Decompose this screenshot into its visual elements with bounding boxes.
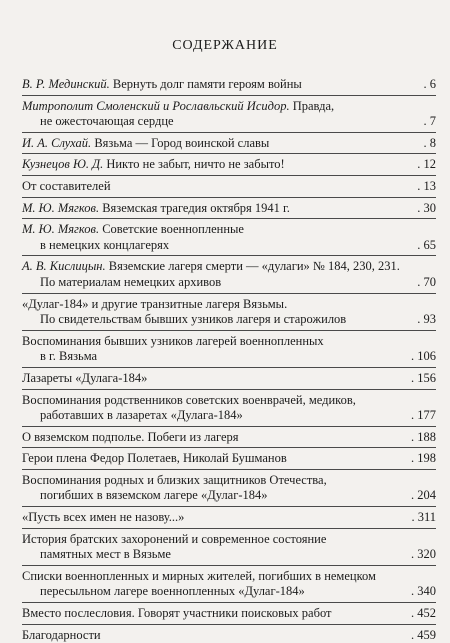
toc-entry-text: в г. Вязьма	[40, 349, 98, 364]
toc-entry	[22, 222, 436, 253]
toc-entry-page-number: . 93	[414, 312, 436, 328]
divider	[22, 528, 436, 529]
toc-entry-line	[22, 393, 436, 409]
toc-entry-line	[22, 275, 436, 291]
toc-entry-line	[22, 606, 436, 622]
divider	[22, 426, 436, 427]
toc-entry-author: И. А. Слухай.	[22, 135, 92, 150]
toc-entry-page-number: . 198	[408, 451, 436, 467]
toc-entry-text: памятных мест в Вязьме	[40, 547, 171, 562]
toc-entry-text: О вяземском подполье. Побеги из лагеря	[22, 429, 239, 444]
divider	[22, 293, 436, 294]
toc-entry-text: Герои плена Федор Полетаев, Николай Бушманов	[22, 451, 287, 466]
toc-entry-text: От составителей	[22, 178, 111, 193]
divider	[22, 175, 436, 176]
toc-entry-line	[22, 114, 436, 130]
toc-entry-author: Митрополит Смоленский и Рославльский Исидор.	[22, 98, 290, 113]
toc-entry-page-number: . 106	[408, 349, 436, 365]
divider	[22, 197, 436, 198]
toc-entry	[22, 334, 436, 365]
divider	[22, 506, 436, 507]
toc-entry-page-number: . 459	[408, 628, 436, 643]
toc-entry	[22, 569, 436, 600]
toc-entry-page-number: . 13	[414, 179, 436, 195]
toc-entry-text: работавших в лазаретах «Дулага-184»	[40, 408, 243, 423]
divider	[22, 469, 436, 470]
toc-entry-page-number: . 8	[421, 136, 437, 152]
toc-entry-text: Вместо послесловия. Говорят участники поисковых работ	[22, 606, 332, 621]
toc-entry-text: Никто не забыт, ничто не забыто!	[103, 157, 285, 172]
toc-entry-text: не ожесточающая сердце	[40, 114, 174, 129]
toc-entry-line	[22, 547, 436, 563]
divider	[22, 602, 436, 603]
toc-entry-line	[22, 259, 436, 275]
toc-entry-page-number: . 70	[414, 275, 436, 291]
toc-entry-text: пересыльном лагере военнопленных «Дулаг-184»	[40, 584, 305, 599]
toc-entry-page-number: . 65	[414, 238, 436, 254]
toc-entry	[22, 201, 436, 217]
toc-entry-line	[22, 408, 436, 424]
toc-entry-line	[22, 238, 436, 254]
toc-entry	[22, 510, 436, 526]
toc-entry	[22, 606, 436, 622]
toc-entry	[22, 473, 436, 504]
toc-entry-author: А. В. Кислицын.	[22, 259, 106, 274]
toc-entry-text: Списки военнопленных и мирных жителей, погибших в немецком	[22, 568, 376, 583]
toc-entry	[22, 157, 436, 173]
toc-entry-page-number: . 156	[408, 371, 436, 387]
toc-entry	[22, 430, 436, 446]
toc-entry-line	[22, 99, 436, 115]
toc-entry-line	[22, 334, 436, 350]
divider	[22, 153, 436, 154]
toc-entry-text: История братских захоронений и современное состояние	[22, 531, 327, 546]
toc-entry	[22, 451, 436, 467]
divider	[22, 367, 436, 368]
toc-entry-text: Советские военнопленные	[99, 222, 244, 237]
toc-entry	[22, 179, 436, 195]
toc-entry-text: «Пусть всех имен не назову...»	[22, 510, 185, 525]
toc-entry-page-number: . 12	[414, 157, 436, 173]
toc-entry-line	[22, 584, 436, 600]
toc-entry-page-number: . 188	[408, 430, 436, 446]
toc-entry	[22, 297, 436, 328]
toc-entry-text: погибших в вяземском лагере «Дулаг-184»	[40, 488, 268, 503]
toc-entry-text: «Дулаг-184» и другие транзитные лагеря Вязьмы.	[22, 296, 288, 311]
divider	[22, 565, 436, 566]
toc-entry-text: Вязьма — Город воинской славы	[91, 135, 270, 150]
toc-entry-line	[22, 371, 436, 387]
toc-entry-text: Воспоминания родственников советских военврачей, медиков,	[22, 392, 356, 407]
toc-entry-line	[22, 179, 436, 195]
toc-entry-text: Воспоминания бывших узников лагерей военнопленных	[22, 333, 324, 348]
toc-entry-page-number: . 7	[421, 114, 437, 130]
divider	[22, 95, 436, 96]
toc-entry-page-number: . 340	[408, 584, 436, 600]
toc-entry-text: Воспоминания родных и близких защитников Отечества,	[22, 472, 327, 487]
toc-entry-line	[22, 201, 436, 217]
toc-entry-author: В. Р. Мединский.	[22, 77, 110, 91]
toc-entry-page-number: . 30	[414, 201, 436, 217]
toc-entry-line	[22, 136, 436, 152]
divider	[22, 255, 436, 256]
toc-entry-page-number: . 320	[408, 547, 436, 563]
toc-entry	[22, 371, 436, 387]
table-of-contents	[22, 77, 436, 643]
divider	[22, 330, 436, 331]
toc-entry-line	[22, 312, 436, 328]
toc-entry-line	[22, 451, 436, 467]
toc-entry-line	[22, 77, 436, 93]
toc-entry-text: Вернуть долг памяти героям войны	[109, 77, 302, 91]
divider	[22, 447, 436, 448]
toc-entry-page-number: . 311	[408, 510, 436, 526]
toc-entry-text: Вяземская трагедия октября 1941 г.	[99, 200, 290, 215]
toc-entry	[22, 77, 436, 93]
toc-entry-line	[22, 297, 436, 313]
toc-entry-line	[22, 532, 436, 548]
divider	[22, 389, 436, 390]
toc-entry-line	[22, 349, 436, 365]
toc-entry-line	[22, 222, 436, 238]
toc-entry-page-number: . 452	[408, 606, 436, 622]
toc-entry-line	[22, 157, 436, 173]
toc-entry-text: в немецких концлагерях	[40, 237, 170, 252]
toc-entry-text: Вяземские лагеря смерти — «дулаги» № 184, 230, 231.	[105, 259, 400, 274]
toc-entry-line	[22, 488, 436, 504]
toc-entry	[22, 259, 436, 290]
page-title: СОДЕРЖАНИЕ	[172, 38, 278, 53]
toc-entry-text: По материалам немецких архивов	[40, 274, 222, 289]
toc-entry-line	[22, 569, 436, 585]
toc-entry-text: По свидетельствам бывших узников лагеря и старожилов	[40, 312, 347, 327]
divider	[22, 132, 436, 133]
toc-entry-line	[22, 510, 436, 526]
toc-entry	[22, 99, 436, 130]
toc-entry-author: М. Ю. Мягков.	[22, 200, 100, 215]
toc-entry	[22, 532, 436, 563]
toc-entry-text: Правда,	[289, 98, 335, 113]
toc-entry	[22, 628, 436, 643]
toc-entry-page-number: . 204	[408, 488, 436, 504]
toc-entry-line	[22, 473, 436, 489]
toc-entry-author: М. Ю. Мягков.	[22, 222, 100, 237]
toc-entry-page-number: . 6	[421, 77, 437, 93]
divider	[22, 624, 436, 625]
toc-entry-page-number: . 177	[408, 408, 436, 424]
toc-entry-author: Кузнецов Ю. Д.	[22, 157, 104, 172]
toc-entry-text: Лазареты «Дулага-184»	[22, 370, 148, 385]
toc-entry	[22, 136, 436, 152]
toc-entry	[22, 393, 436, 424]
divider	[22, 218, 436, 219]
toc-entry-line	[22, 628, 436, 643]
toc-entry-text: Благодарности	[22, 627, 101, 642]
toc-entry-line	[22, 430, 436, 446]
